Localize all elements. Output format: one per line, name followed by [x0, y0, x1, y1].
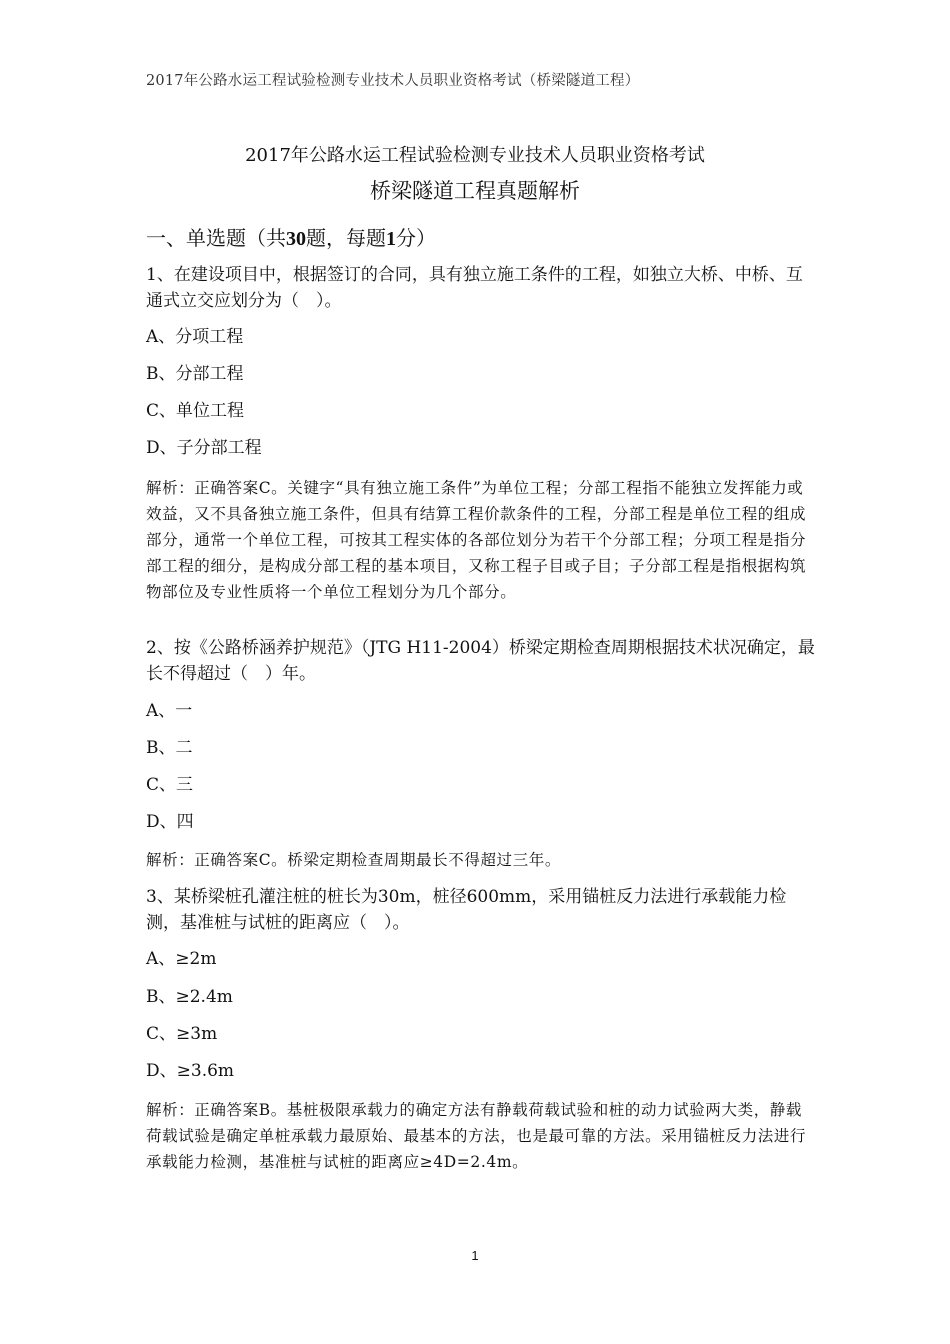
- section-mid: 题，每题: [306, 226, 386, 250]
- option-d: D、子分部工程: [146, 438, 262, 458]
- question-1-options: [146, 324, 816, 350]
- option-b: B、≥2.4m: [146, 987, 233, 1007]
- running-header: 2017年公路水运工程试验检测专业技术人员职业资格考试（桥梁隧道工程）: [146, 73, 640, 89]
- question-3: [146, 884, 816, 936]
- option-row: [146, 984, 816, 1010]
- section-heading: [146, 222, 436, 251]
- option-a: A、一: [146, 701, 193, 721]
- section-suffix: 分）: [396, 226, 436, 250]
- option-b: B、二: [146, 738, 193, 758]
- option-row: [146, 735, 816, 761]
- analysis-text: 解析：正确答案C。桥梁定期检查周期最长不得超过三年。: [146, 851, 561, 869]
- option-c: C、单位工程: [146, 401, 245, 421]
- option-row: [146, 698, 816, 724]
- option-row: [146, 772, 816, 798]
- section-prefix: 一、单选题（共: [146, 226, 286, 250]
- option-c: C、≥3m: [146, 1024, 218, 1044]
- question-stem: 2、按《公路桥涵养护规范》（JTG H11-2004）桥梁定期检查周期根据技术状况确定，最长不得超过（ ）年。: [146, 638, 815, 684]
- option-a: A、分项工程: [146, 327, 244, 347]
- question-3-analysis: [146, 1097, 816, 1175]
- document-subtitle: 桥梁隧道工程真题解析: [370, 179, 580, 203]
- option-row: [146, 435, 816, 461]
- page-number: 1: [471, 1248, 479, 1263]
- document-title: 2017年公路水运工程试验检测专业技术人员职业资格考试: [245, 145, 705, 166]
- question-stem: 3、某桥梁桩孔灌注桩的桩长为30m，桩径600mm，采用锚桩反力法进行承载能力检测，基准桩与试桩的距离应（ ）。: [146, 887, 787, 933]
- analysis-text: 解析：正确答案B。基桩极限承载力的确定方法有静载荷载试验和桩的动力试验两大类，静载荷载试验是确定单桩承载力最原始、最基本的方法，也是最可靠的方法。采用锚桩反力法进行承载能力检测，基准桩与试桩的距离应≥4D=2.4m。: [146, 1101, 807, 1171]
- section-question-count: 30: [286, 228, 306, 250]
- question-1-analysis: [146, 475, 816, 605]
- analysis-text: 解析：正确答案C。关键字“具有独立施工条件”为单位工程；分部工程指不能独立发挥能力或效益，又不具备独立施工条件，但具有结算工程价款条件的工程，分部工程是单位工程的组成部分，通常一个单位工程，可按其工程实体的各部位划分为若干个分部工程；分项工程是指分部工程的细分，是构成分部工程的基本项目，又称工程子目或子目；子分部工程是指根据构筑物部位及专业性质将一个单位工程划分为几个部分。: [146, 479, 807, 601]
- option-row: [146, 398, 816, 424]
- option-a: A、≥2m: [146, 949, 217, 969]
- option-row: [146, 809, 816, 835]
- section-question-score: 1: [386, 228, 396, 250]
- option-row: [146, 361, 816, 387]
- option-row: [146, 946, 816, 972]
- option-c: C、三: [146, 775, 194, 795]
- option-d: D、≥3.6m: [146, 1061, 235, 1081]
- question-2-analysis: [146, 847, 816, 873]
- option-b: B、分部工程: [146, 364, 244, 384]
- question-2: [146, 635, 816, 687]
- question-stem: 1、在建设项目中，根据签订的合同，具有独立施工条件的工程，如独立大桥、中桥、互通式立交应划分为（ ）。: [146, 265, 803, 311]
- option-row: [146, 1021, 816, 1047]
- option-row: [146, 1058, 816, 1084]
- question-1: [146, 262, 816, 314]
- option-d: D、四: [146, 812, 194, 832]
